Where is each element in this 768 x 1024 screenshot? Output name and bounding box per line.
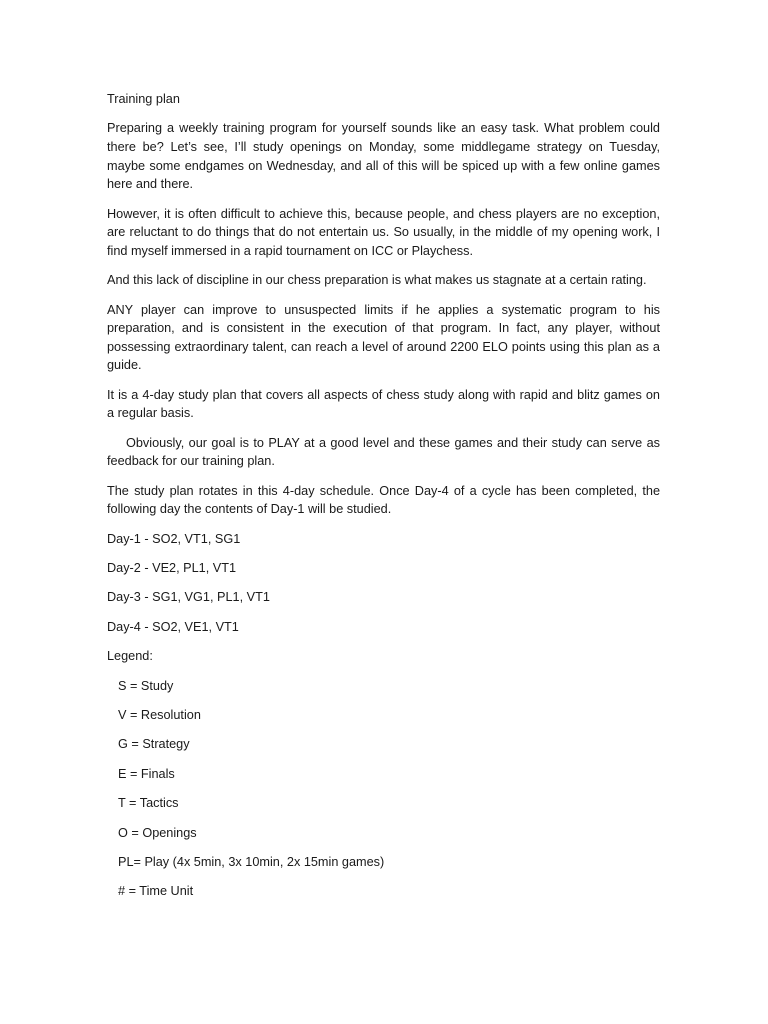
paragraph-goal: Obviously, our goal is to PLAY at a good level and these games and their study can serve as feedback for our training plan. — [107, 435, 660, 469]
legend-item-time-unit: # = Time Unit — [118, 884, 194, 899]
schedule-day-4: Day-4 - SO2, VE1, VT1 — [107, 619, 239, 634]
legend-item-finals: E = Finals — [118, 766, 175, 781]
paragraph-difficulty: However, it is often difficult to achieve this, because people, and chess players are no exception, are reluctant to do things that do not entertain us. So usually, in the middle of my opening work, I find myself immersed in a rapid tournament on ICC or Playchess. — [107, 206, 660, 258]
paragraph-intro: Preparing a weekly training program for yourself sounds like an easy task. What problem could there be? Let’s see, I’ll study openings on Monday, some middlegame strategy on Tuesday, maybe some endgames on Wednesday, and all of this will be spiced up with a few online games here and there. — [107, 121, 660, 192]
legend-item-play: PL= Play (4x 5min, 3x 10min, 2x 15min games) — [118, 854, 385, 869]
legend-item-tactics: T = Tactics — [118, 796, 179, 811]
paragraph-four-day-plan: It is a 4-day study plan that covers all aspects of chess study along with rapid and blitz games on a regular basis. — [107, 387, 660, 421]
paragraph-rotation: The study plan rotates in this 4-day schedule. Once Day-4 of a cycle has been completed, the following day the contents of Day-1 will be studied. — [107, 483, 660, 517]
legend-title: Legend: — [107, 649, 153, 664]
schedule-day-1: Day-1 - SO2, VT1, SG1 — [107, 531, 241, 546]
paragraph-any-player: ANY player can improve to unsuspected limits if he applies a systematic program to his preparation, and is consistent in the execution of that program. In fact, any player, without possessing extraordinary talent, can reach a level of around 2200 ELO points using this plan as a guide. — [107, 302, 660, 373]
schedule-day-3: Day-3 - SG1, VG1, PL1, VT1 — [107, 590, 270, 605]
legend-item-strategy: G = Strategy — [118, 737, 190, 752]
document-page — [107, 90, 660, 912]
document-title: Training plan — [107, 92, 180, 106]
legend-item-study: S = Study — [118, 678, 174, 693]
legend-item-openings: O = Openings — [118, 825, 197, 840]
schedule-day-2: Day-2 - VE2, PL1, VT1 — [107, 561, 237, 576]
legend-item-resolution: V = Resolution — [118, 708, 201, 722]
paragraph-discipline: And this lack of discipline in our chess preparation is what makes us stagnate at a certain rating. — [107, 273, 647, 288]
